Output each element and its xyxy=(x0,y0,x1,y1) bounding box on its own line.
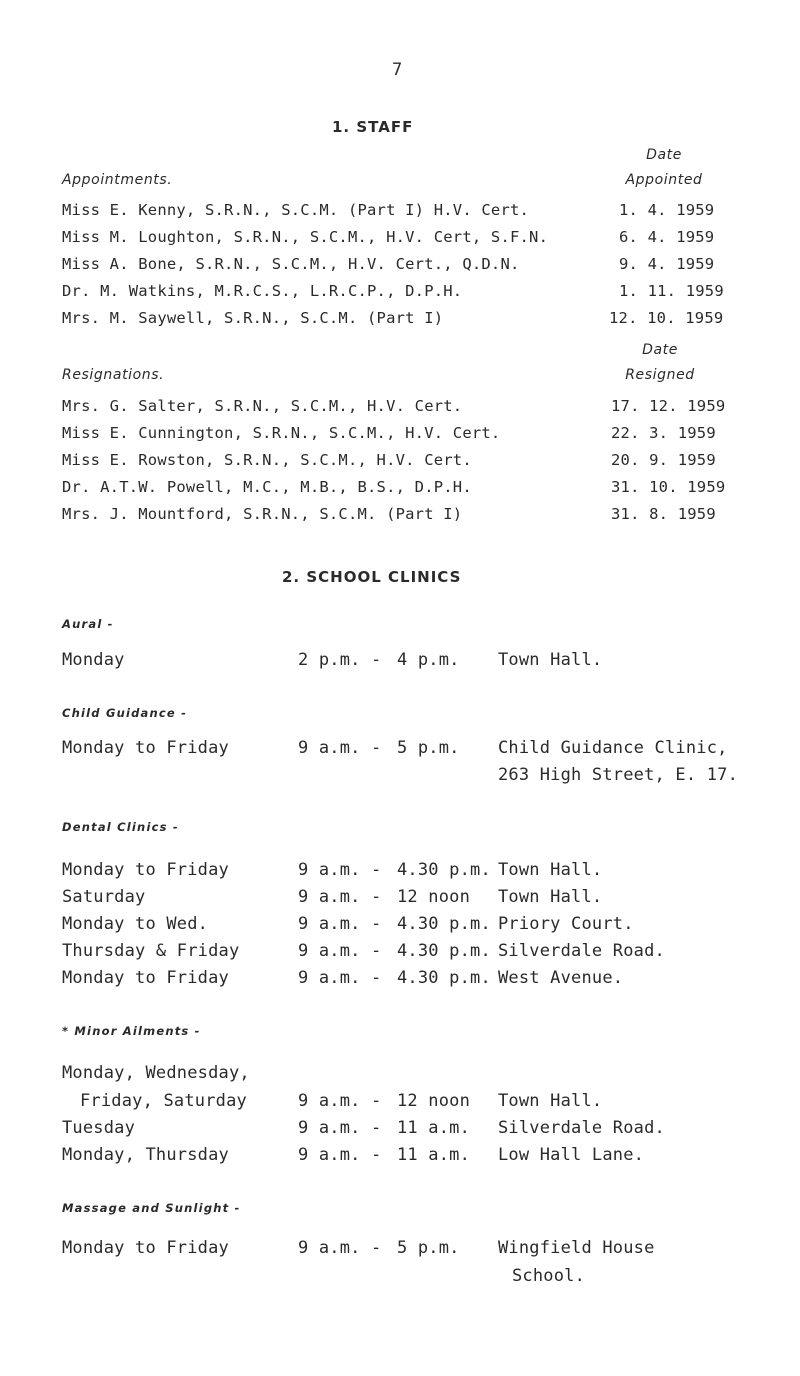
clinic-start: 9 a.m. - xyxy=(298,738,382,758)
clinic-end: 4.30 p.m. xyxy=(397,860,491,880)
clinic-end: 11 a.m. xyxy=(397,1118,471,1138)
clinic-end: 4.30 p.m. xyxy=(397,914,491,934)
clinic-end: 4.30 p.m. xyxy=(397,968,491,988)
clinic-day: Monday to Friday xyxy=(62,1238,229,1258)
appointment-name: Mrs. M. Saywell, S.R.N., S.C.M. (Part I) xyxy=(62,309,444,327)
child-guidance-label: Child Guidance - xyxy=(62,706,188,720)
clinic-start: 9 a.m. - xyxy=(298,968,382,988)
clinic-place: Silverdale Road. xyxy=(498,1118,665,1138)
clinic-day: Monday to Friday xyxy=(62,968,229,988)
resignation-name: Dr. A.T.W. Powell, M.C., M.B., B.S., D.P.H. xyxy=(62,478,472,496)
staff-heading: 1. STAFF xyxy=(332,118,414,136)
clinic-day: Monday to Wed. xyxy=(62,914,209,934)
clinic-day: Monday xyxy=(62,650,125,670)
clinic-end: 5 p.m. xyxy=(397,738,460,758)
resignation-date: 31. 8. 1959 xyxy=(611,505,716,523)
clinic-end: 4.30 p.m. xyxy=(397,941,491,961)
resignation-name: Mrs. G. Salter, S.R.N., S.C.M., H.V. Cert. xyxy=(62,397,463,415)
appointment-date: 9. 4. 1959 xyxy=(619,255,715,273)
clinic-day: Tuesday xyxy=(62,1118,136,1138)
clinic-start: 2 p.m. - xyxy=(298,650,382,670)
resignation-date: 31. 10. 1959 xyxy=(611,478,726,496)
massage-sunlight-label: Massage and Sunlight - xyxy=(62,1201,241,1215)
clinic-place: West Avenue. xyxy=(498,968,624,988)
clinic-place-line2: School. xyxy=(512,1266,586,1286)
clinic-day: Monday to Friday xyxy=(62,738,229,758)
clinic-start: 9 a.m. - xyxy=(298,1238,382,1258)
clinic-start: 9 a.m. - xyxy=(298,1118,382,1138)
appointment-date: 1. 11. 1959 xyxy=(619,282,724,300)
resignations-label: Resignations. xyxy=(62,367,165,383)
clinic-end: 4 p.m. xyxy=(397,650,460,670)
clinic-place: Town Hall. xyxy=(498,887,603,907)
appointment-name: Miss M. Loughton, S.R.N., S.C.M., H.V. Cert, S.F.N. xyxy=(62,228,549,246)
clinic-start: 9 a.m. - xyxy=(298,887,382,907)
clinic-start: 9 a.m. - xyxy=(298,1145,382,1165)
resignation-date: 20. 9. 1959 xyxy=(611,451,716,469)
clinic-day: Friday, Saturday xyxy=(80,1091,247,1111)
page-number: 7 xyxy=(392,60,403,80)
appointment-date: 1. 4. 1959 xyxy=(619,201,715,219)
clinic-place: Child Guidance Clinic, xyxy=(498,738,728,758)
clinic-day: Monday to Friday xyxy=(62,860,229,880)
appointments-label: Appointments. xyxy=(62,172,173,188)
appointment-name: Miss A. Bone, S.R.N., S.C.M., H.V. Cert., Q.D.N. xyxy=(62,255,520,273)
resignation-name: Miss E. Cunnington, S.R.N., S.C.M., H.V. Cert. xyxy=(62,424,501,442)
resignation-date: 22. 3. 1959 xyxy=(611,424,716,442)
clinic-place: Wingfield House xyxy=(498,1238,655,1258)
resignation-name: Mrs. J. Mountford, S.R.N., S.C.M. (Part I) xyxy=(62,505,463,523)
clinic-day: Monday, Thursday xyxy=(62,1145,229,1165)
resignation-date: 17. 12. 1959 xyxy=(611,397,726,415)
clinic-start: 9 a.m. - xyxy=(298,860,382,880)
aural-label: Aural - xyxy=(62,617,114,631)
clinic-day: Saturday xyxy=(62,887,146,907)
clinic-day: Thursday & Friday xyxy=(62,941,240,961)
clinic-start: 9 a.m. - xyxy=(298,941,382,961)
clinic-place: Low Hall Lane. xyxy=(498,1145,645,1165)
appointment-name: Miss E. Kenny, S.R.N., S.C.M. (Part I) H.V. Cert. xyxy=(62,201,530,219)
clinic-end: 5 p.m. xyxy=(397,1238,460,1258)
clinic-start: 9 a.m. - xyxy=(298,914,382,934)
resignation-name: Miss E. Rowston, S.R.N., S.C.M., H.V. Cert. xyxy=(62,451,472,469)
appointment-date: 6. 4. 1959 xyxy=(619,228,715,246)
appointment-name: Dr. M. Watkins, M.R.C.S., L.R.C.P., D.P.H. xyxy=(62,282,463,300)
minor-ailments-label: * Minor Ailments - xyxy=(62,1024,201,1038)
clinic-place: Silverdale Road. xyxy=(498,941,665,961)
clinic-start: 9 a.m. - xyxy=(298,1091,382,1111)
clinic-place: Town Hall. xyxy=(498,1091,603,1111)
clinic-end: 12 noon xyxy=(397,1091,471,1111)
clinics-heading: 2. SCHOOL CLINICS xyxy=(282,568,462,586)
clinic-day-line1: Monday, Wednesday, xyxy=(62,1063,250,1083)
clinic-place: Town Hall. xyxy=(498,860,603,880)
clinic-place-line2: 263 High Street, E. 17. xyxy=(498,765,739,785)
appointment-date: 12. 10. 1959 xyxy=(609,309,724,327)
clinic-end: 11 a.m. xyxy=(397,1145,471,1165)
clinic-place: Town Hall. xyxy=(498,650,603,670)
dental-clinics-label: Dental Clinics - xyxy=(62,820,179,834)
clinic-place: Priory Court. xyxy=(498,914,634,934)
clinic-end: 12 noon xyxy=(397,887,471,907)
